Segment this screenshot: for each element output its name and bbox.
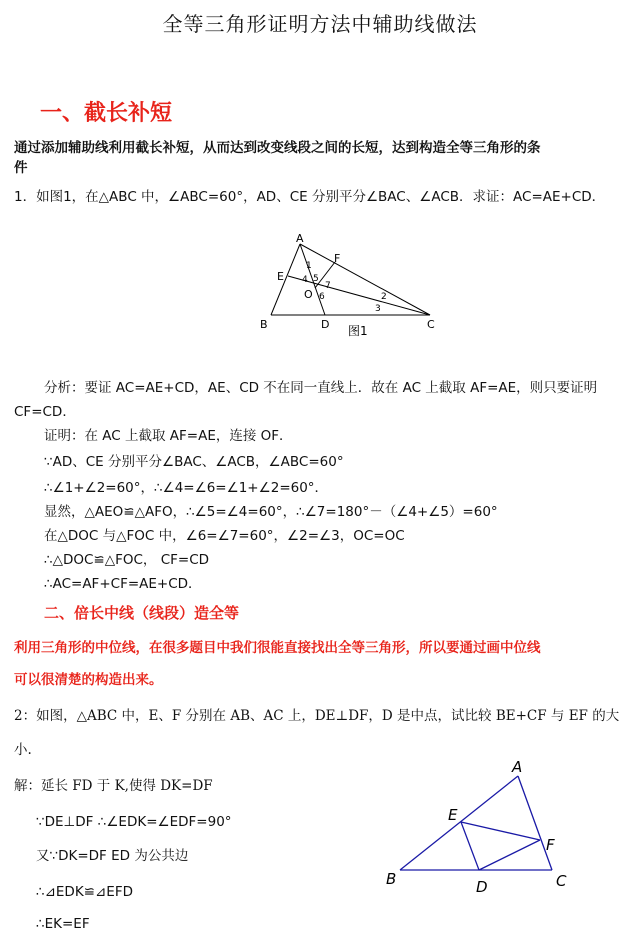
fig1-label-D: D [321,318,330,331]
figure2-diagram [380,752,580,900]
fig1-label-C: C [427,318,435,331]
segment-DF [479,840,540,870]
fig1-label-O: O [304,288,313,301]
section1-intro-line2: 件 [14,160,28,176]
section1-heading: 一、截长补短 [40,101,173,126]
segment-AB [271,244,300,315]
problem1-statement: 1．如图1，在△ABC 中，∠ABC=60°，AD、CE 分别平分∠BAC、∠ACB．求证：AC=AE+CD． [14,189,606,205]
proof-line: 证明：在 AC 上截取 AF=AE，连接 OF． [44,428,293,444]
fig1-angle-1: 1 [306,261,312,271]
figure1-diagram [255,232,445,342]
fig1-label-A: A [296,232,304,245]
segment-AC [300,244,430,315]
fig1-angle-2: 2 [381,292,387,302]
proof-line: 在△DOC 与△FOC 中，∠6=∠7=60°，∠2=∠3，OC=OC [44,528,405,544]
proof-line: ∴∠1+∠2=60°，∴∠4=∠6=∠1+∠2=60°． [44,480,329,496]
problem2-line2: 小. [14,742,32,758]
proof-line: 显然，△AEO≌△AFO，∴∠5=∠4=60°，∴∠7=180°－（∠4+∠5）=60° [44,504,498,520]
fig1-angle-6: 6 [319,292,325,302]
fig1-angle-4: 4 [302,275,308,285]
fig1-label-E: E [277,270,284,283]
segment-ED [461,822,479,870]
analysis-line2: CF=CD． [14,404,76,420]
section2-heading: 二、倍长中线（线段）造全等 [44,604,240,622]
fig1-label-B: B [260,318,268,331]
analysis-line1: 分析：要证 AC=AE+CD，AE、CD 不在同一直线上．故在 AC 上截取 AF=AE，则只要证明 [44,380,598,396]
solution-line: 解：延长 FD 于 K,使得 DK=DF [14,778,213,794]
fig1-angle-7: 7 [325,281,331,291]
fig2-label-D: D [476,878,488,896]
fig2-label-A: A [512,758,523,776]
problem2-line1: 2：如图，△ABC 中，E、F 分别在 AB、AC 上，DE⊥DF，D 是中点，试比较 BE+CF 与 EF 的大 [14,708,620,724]
proof-line: ∴AC=AF+CF=AE+CD． [44,576,202,592]
fig1-angle-3: 3 [375,304,381,314]
fig1-label-F: F [334,252,341,265]
proof-line: ∵AD、CE 分别平分∠BAC、∠ACB，∠ABC=60° [44,454,344,470]
solution-line: 又∵DK=DF ED 为公共边 [36,848,189,864]
segment-EF [461,822,540,840]
solution-line: ∵DE⊥DF ∴∠EDK=∠EDF=90° [36,814,232,830]
section1-intro-line1: 通过添加辅助线利用截长补短，从而达到改变线段之间的长短，达到构造全等三角形的条 [14,140,541,156]
fig1-caption: 图1 [348,324,368,338]
section2-intro-line2: 可以很清楚的构造出来。 [14,672,163,688]
page-title: 全等三角形证明方法中辅助线做法 [162,12,478,36]
proof-line: ∴△DOC≌△FOC， CF=CD [44,552,210,568]
fig2-label-E: E [448,806,458,824]
section2-intro-line1: 利用三角形的中位线，在很多题目中我们很能直接找出全等三角形，所以要通过画中位线 [14,640,541,656]
fig1-angle-5: 5 [313,274,319,284]
solution-line: ∴⊿EDK≌⊿EFD [36,884,133,900]
fig2-label-B: B [386,870,397,888]
fig2-label-F: F [546,836,555,854]
solution-line: ∴EK=EF [36,916,90,932]
segment-AB [400,776,518,870]
segment-AC [518,776,552,870]
fig2-label-C: C [556,872,567,890]
